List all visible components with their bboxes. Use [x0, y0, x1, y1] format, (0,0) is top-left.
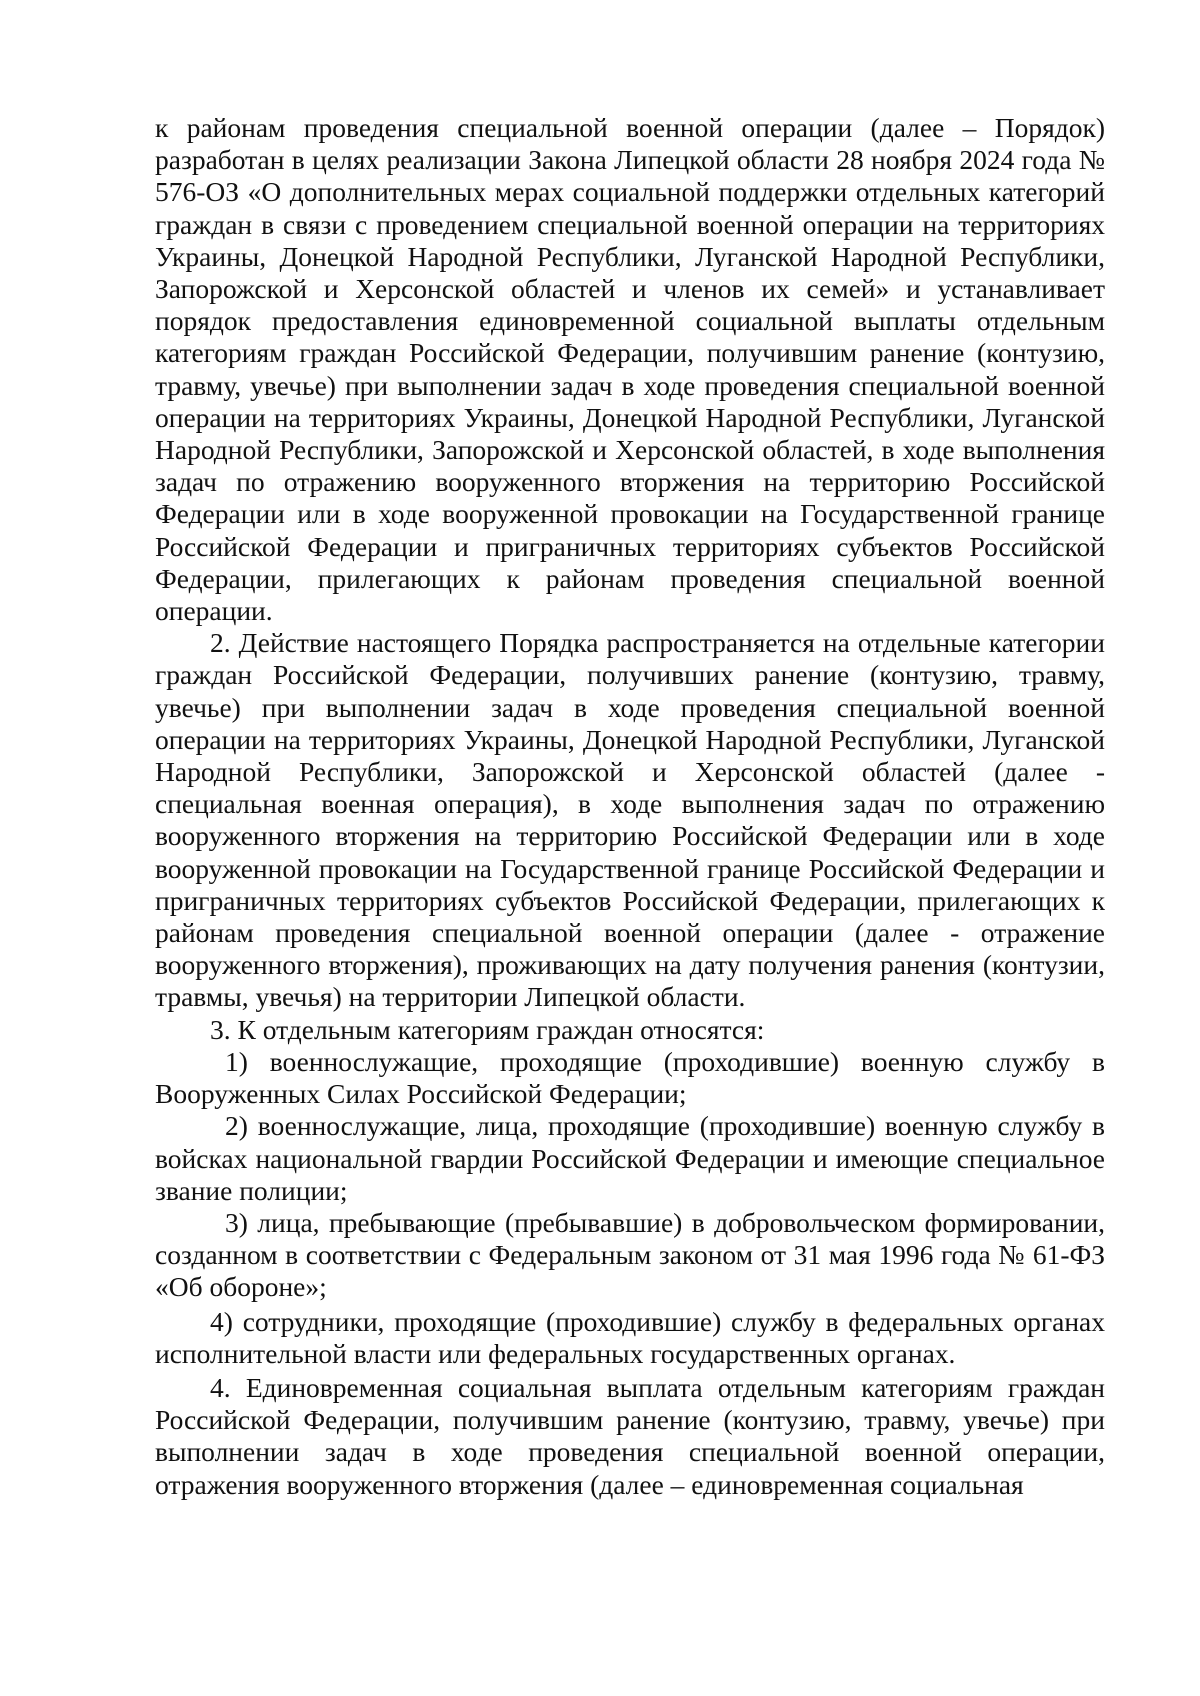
list-item-2: 2) военнослужащие, лица, проходящие (проходившие) военную службу в войсках национальной гвардии Российской Федерации и имеющие специальное звание полиции; — [155, 1110, 1105, 1206]
list-item-1: 1) военнослужащие, проходящие (проходившие) военную службу в Вооруженных Силах Российской Федерации; — [155, 1045, 1105, 1110]
paragraph-4: 4. Единовременная социальная выплата отдельным категориям граждан Российской Федерации, получившим ранение (контузию, травму, увечье) при выполнении задач в ходе проведения специальной военной операции, отражения вооруженного вторжения (далее – единовременная социальная — [155, 1371, 1105, 1500]
paragraph-1-continuation: к районам проведения специальной военной операции (далее – Порядок) разработан в целях реализации Закона Липецкой области 28 ноября 2024 года № 576-ОЗ «О дополнительных мерах социальной поддержки отдельных категорий граждан в связи с проведением специальной военной операции на территориях Украины, Донецкой Народной Республики, Луганской Народной Республики, Запорожской и Херсонской областей и членов их семей» и устанавливает порядок предоставления единовременной социальной выплаты отдельным категориям граждан Российской Федерации, получившим ранение (контузию, травму, увечье) при выполнении задач в ходе проведения специальной военной операции на территориях Украины, Донецкой Народной Республики, Луганской Народной Республики, Запорожской и Херсонской областей, в ходе выполнения задач по отражению вооруженного вторжения на территорию Российской Федерации или в ходе вооруженной провокации на Государственной границе Российской Федерации и приграничных территориях субъектов Российской Федерации, прилегающих к районам проведения специальной военной операции. — [155, 112, 1105, 627]
paragraph-3-heading: 3. К отдельным категориям граждан относятся: — [210, 1013, 765, 1045]
paragraph-2: 2. Действие настоящего Порядка распространяется на отдельные категории граждан Российской Федерации, получивших ранение (контузию, травму, увечье) при выполнении задач в ходе проведения специальной военной операции на территориях Украины, Донецкой Народной Республики, Луганской Народной Республики, Запорожской и Херсонской областей (далее - специальная военная операция), в ходе выполнения задач по отражению вооруженного вторжения на территорию Российской Федерации или в ходе вооруженной провокации на Государственной границе Российской Федерации и приграничных территориях субъектов Российской Федерации, прилегающих к районам проведения специальной военной операции (далее - отражение вооруженного вторжения), проживающих на дату получения ранения (контузии, травмы, увечья) на территории Липецкой области. — [155, 627, 1105, 1013]
list-item-4: 4) сотрудники, проходящие (проходившие) службу в федеральных органах исполнительной власти или федеральных государственных органах. — [155, 1305, 1105, 1369]
list-item-3: 3) лица, пребывающие (пребывавшие) в добровольческом формировании, созданном в соответствии с Федеральным законом от 31 мая 1996 года № 61-ФЗ «Об обороне»; — [155, 1206, 1105, 1303]
